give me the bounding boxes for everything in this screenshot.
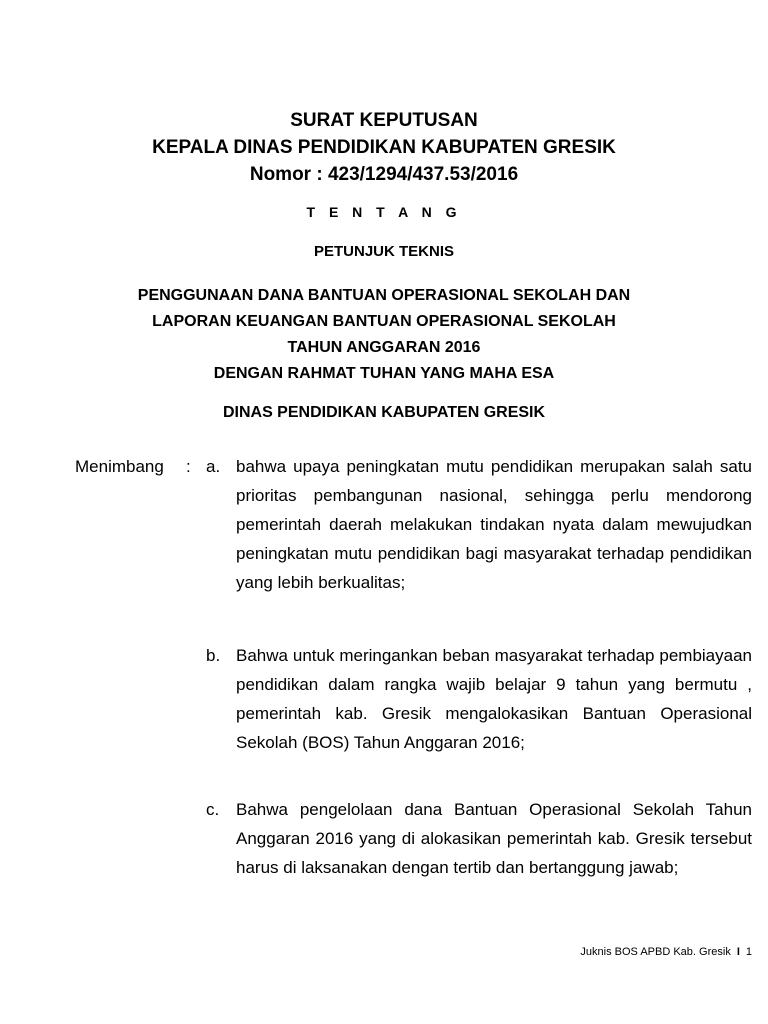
subtitle: PETUNJUK TEKNIS	[313, 243, 455, 260]
title-line-3: TAHUN ANGGARAN 2016	[287, 339, 481, 356]
tentang-label: T E N T A N G	[306, 204, 462, 220]
title-line-1: PENGGUNAAN DANA BANTUAN OPERASIONAL SEKOLAH DAN	[137, 287, 631, 304]
footer-separator: I	[736, 946, 740, 958]
item-text: Bahwa untuk meringankan beban masyarakat terhadap pembiayaan pendidikan dalam rangka wajib belajar 9 tahun yang bermutu , pemerintah kab. Gresik mengalokasikan Bantuan Operasional Sekolah (BOS) Tahun Anggaran 2016;	[236, 646, 752, 752]
item-letter: c.	[206, 800, 220, 819]
decree-authority: KEPALA DINAS PENDIDIKAN KABUPATEN GRESIK	[152, 137, 616, 158]
issuer: DINAS PENDIDIKAN KABUPATEN GRESIK	[222, 404, 546, 421]
page-footer	[0, 946, 752, 958]
decree-number: Nomor : 423/1294/437.53/2016	[249, 164, 519, 185]
item-letter: b.	[206, 646, 221, 665]
item-letter: a.	[206, 457, 221, 476]
decree-heading: SURAT KEPUTUSAN	[290, 110, 478, 131]
title-line-4: DENGAN RAHMAT TUHAN YANG MAHA ESA	[213, 365, 555, 382]
page-number: 1	[745, 946, 752, 958]
considering-colon: :	[186, 457, 191, 476]
footer-title: Juknis BOS APBD Kab. Gresik	[580, 946, 731, 958]
title-line-2: LAPORAN KEUANGAN BANTUAN OPERASIONAL SEKOLAH	[152, 313, 616, 330]
item-text: Bahwa pengelolaan dana Bantuan Operasional Sekolah Tahun Anggaran 2016 yang di alokasikan pemerintah kab. Gresik tersebut harus di laksanakan dengan tertib dan bertanggung jawab;	[236, 800, 752, 877]
considering-label: Menimbang	[75, 457, 164, 476]
item-text: bahwa upaya peningkatan mutu pendidikan merupakan salah satu prioritas pembangunan nasional, sehingga perlu mendorong pemerintah daerah melakukan tindakan nyata dalam mewujudkan peningkatan mutu pendidikan bagi masyarakat terhadap pendidikan yang lebih berkualitas;	[236, 457, 752, 592]
